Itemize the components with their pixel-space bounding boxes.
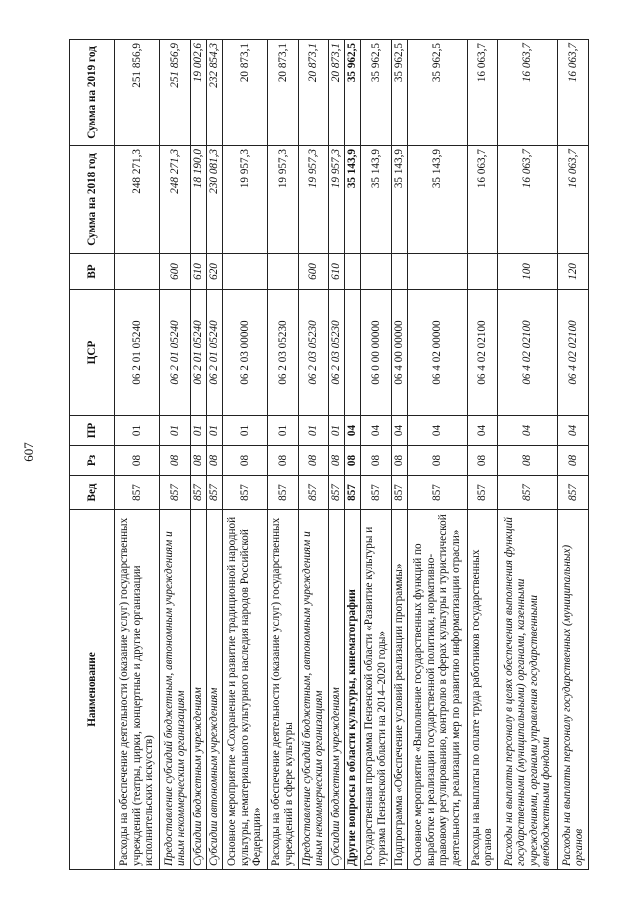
table-cell: 04 — [345, 416, 361, 446]
budget-table — [69, 39, 589, 870]
table-cell: 06 4 02 02100 — [498, 290, 558, 416]
table-cell: Подпрограмма «Обеспечение условий реализации программы» — [391, 510, 407, 870]
table-cell: 06 4 00 00000 — [391, 290, 407, 416]
table-cell: 01 — [298, 416, 329, 446]
table-cell: Расходы на выплаты персоналу в целях обеспечения выполнения функций государственными (муниципальными) органами, казенными учреждениями, органами управления государственными внебюджетными фондами — [498, 510, 558, 870]
table-cell: 19 002,6 — [190, 40, 206, 146]
table-cell: Субсидии бюджетным учреждениям — [190, 510, 206, 870]
table-cell: 857 — [407, 476, 467, 510]
table-cell: 01 — [115, 416, 160, 446]
table-cell: 08 — [345, 446, 361, 476]
table-cell: 857 — [160, 476, 191, 510]
rotated-content — [69, 40, 589, 870]
table-cell: 01 — [222, 416, 267, 446]
table-cell: 857 — [268, 476, 299, 510]
table-cell: 01 — [190, 416, 206, 446]
table-row — [361, 40, 392, 870]
table-cell: 857 — [222, 476, 267, 510]
table-cell: Предоставление субсидий бюджетным, автономным учреждениям и иным некоммерческим организациям — [160, 510, 191, 870]
table-cell: Основное мероприятие «Выполнение государственных функций по выработке и реализации государственной политики, нормативно-правовому регулированию, контролю в сферах культуры и туристической деятельности, реализации мер по развитию информатизации отрасли» — [407, 510, 467, 870]
table-cell: 610 — [190, 254, 206, 290]
table-cell: 04 — [498, 416, 558, 446]
table-cell: 19 957,3 — [268, 146, 299, 254]
table-cell: 04 — [467, 416, 498, 446]
table-cell: 610 — [329, 254, 345, 290]
table-cell: 08 — [268, 446, 299, 476]
table-cell: 35 143,9 — [407, 146, 467, 254]
table-row — [558, 40, 589, 870]
table-cell: 248 271,3 — [115, 146, 160, 254]
table-cell: 600 — [298, 254, 329, 290]
table-cell: 04 — [558, 416, 589, 446]
table-cell: 857 — [391, 476, 407, 510]
table-cell: 35 962,5 — [391, 40, 407, 146]
table-cell: 06 4 02 02100 — [467, 290, 498, 416]
table-cell: 35 143,9 — [345, 146, 361, 254]
table-cell: Субсидии бюджетным учреждениям — [329, 510, 345, 870]
table-cell: 251 856,9 — [160, 40, 191, 146]
table-cell: 35 143,9 — [391, 146, 407, 254]
table-cell: 857 — [298, 476, 329, 510]
table-cell: 100 — [498, 254, 558, 290]
table-cell: 04 — [361, 416, 392, 446]
table-cell: 857 — [467, 476, 498, 510]
table-cell — [391, 254, 407, 290]
table-cell: 857 — [115, 476, 160, 510]
table-cell: 16 063,7 — [498, 146, 558, 254]
table-row — [190, 40, 206, 870]
table-cell: 16 063,7 — [558, 146, 589, 254]
table-cell: 857 — [190, 476, 206, 510]
header-cell: Наименование — [70, 510, 115, 870]
table-cell: 06 2 01 05240 — [206, 290, 222, 416]
table-cell: Расходы на обеспечение деятельности (оказание услуг) государственных учреждений в сфере культуры — [268, 510, 299, 870]
page-number: 607 — [21, 442, 36, 462]
table-row — [268, 40, 299, 870]
table-cell: Расходы на обеспечение деятельности (оказание услуг) государственных учреждений (театры, цирки, концертные и другие организации исполнительских искусств) — [115, 510, 160, 870]
table-row — [160, 40, 191, 870]
table-cell: 01 — [329, 416, 345, 446]
table-cell: 857 — [206, 476, 222, 510]
table-row — [206, 40, 222, 870]
table-cell: 08 — [558, 446, 589, 476]
table-cell: 19 957,3 — [298, 146, 329, 254]
table-cell — [222, 254, 267, 290]
table-cell: Основное мероприятие «Сохранение и развитие традиционной народной культуры, нематериального культурного наследия народов Российской Федерации» — [222, 510, 267, 870]
table-cell — [115, 254, 160, 290]
table-cell: 16 063,7 — [467, 146, 498, 254]
table-cell: 620 — [206, 254, 222, 290]
table-cell: 19 957,3 — [222, 146, 267, 254]
table-row — [298, 40, 329, 870]
table-cell: 06 2 01 05240 — [190, 290, 206, 416]
header-cell: Рз — [70, 446, 115, 476]
table-cell: 857 — [329, 476, 345, 510]
table-cell: 232 854,3 — [206, 40, 222, 146]
table-cell: 857 — [558, 476, 589, 510]
table-row — [467, 40, 498, 870]
table-cell: 01 — [160, 416, 191, 446]
table-cell: 08 — [298, 446, 329, 476]
table-cell: Субсидии автономным учреждениям — [206, 510, 222, 870]
table-cell: 20 873,1 — [268, 40, 299, 146]
table-cell: 251 856,9 — [115, 40, 160, 146]
table-cell: 06 2 03 00000 — [222, 290, 267, 416]
table-cell: 08 — [115, 446, 160, 476]
table-cell: 18 190,0 — [190, 146, 206, 254]
table-header-row — [70, 40, 115, 870]
table-row — [407, 40, 467, 870]
table-cell: 120 — [558, 254, 589, 290]
table-cell: 08 — [361, 446, 392, 476]
table-cell: 06 2 01 05240 — [115, 290, 160, 416]
table-cell: Другие вопросы в области культуры, кинематографии — [345, 510, 361, 870]
table-cell: 06 4 02 00000 — [407, 290, 467, 416]
table-row — [115, 40, 160, 870]
table-cell: 19 957,3 — [329, 146, 345, 254]
header-cell: Вед — [70, 476, 115, 510]
table-cell: Государственная программа Пензенской области «Развитие культуры и туризма Пензенской области на 2014–2020 годы» — [361, 510, 392, 870]
table-cell: 857 — [361, 476, 392, 510]
table-cell: 08 — [190, 446, 206, 476]
table-cell: 08 — [391, 446, 407, 476]
table-row — [345, 40, 361, 870]
table-cell: 06 2 03 05230 — [268, 290, 299, 416]
table-cell: 01 — [268, 416, 299, 446]
table-cell — [345, 290, 361, 416]
table-cell: 04 — [391, 416, 407, 446]
table-cell: 35 143,9 — [361, 146, 392, 254]
table-cell: 857 — [498, 476, 558, 510]
table-row — [222, 40, 267, 870]
table-cell: 16 063,7 — [558, 40, 589, 146]
table-cell — [345, 254, 361, 290]
table-cell: 06 2 03 05230 — [329, 290, 345, 416]
table-cell: 248 271,3 — [160, 146, 191, 254]
table-cell: 16 063,7 — [467, 40, 498, 146]
table-cell: Расходы на выплаты персоналу государственных (муниципальных) органов — [558, 510, 589, 870]
table-cell: 01 — [206, 416, 222, 446]
table-cell: Предоставление субсидий бюджетным, автономным учреждениям и иным некоммерческим организациям — [298, 510, 329, 870]
table-cell: 08 — [160, 446, 191, 476]
table-cell: 08 — [467, 446, 498, 476]
header-cell: ВР — [70, 254, 115, 290]
table-cell: 08 — [407, 446, 467, 476]
table-cell: Расходы на выплаты по оплате труда работников государственных органов — [467, 510, 498, 870]
table-cell: 600 — [160, 254, 191, 290]
table-cell: 230 081,3 — [206, 146, 222, 254]
table-cell: 08 — [206, 446, 222, 476]
table-cell: 08 — [222, 446, 267, 476]
table-row — [329, 40, 345, 870]
header-cell: Сумма на 2018 год — [70, 146, 115, 254]
table-cell: 20 873,1 — [298, 40, 329, 146]
table-cell — [361, 254, 392, 290]
header-cell: ЦСР — [70, 290, 115, 416]
header-cell: ПР — [70, 416, 115, 446]
table-cell: 16 063,7 — [498, 40, 558, 146]
rotated-page — [69, 40, 589, 870]
table-cell: 857 — [345, 476, 361, 510]
table-cell: 20 873,1 — [222, 40, 267, 146]
table-cell: 35 962,5 — [345, 40, 361, 146]
table-cell: 35 962,5 — [407, 40, 467, 146]
table-cell — [467, 254, 498, 290]
header-cell: Сумма на 2019 год — [70, 40, 115, 146]
table-cell — [268, 254, 299, 290]
table-row — [498, 40, 558, 870]
table-cell: 08 — [329, 446, 345, 476]
table-cell: 06 4 02 02100 — [558, 290, 589, 416]
table-row — [391, 40, 407, 870]
table-cell: 35 962,5 — [361, 40, 392, 146]
table-cell: 06 0 00 00000 — [361, 290, 392, 416]
table-cell: 08 — [498, 446, 558, 476]
table-cell: 06 2 01 05240 — [160, 290, 191, 416]
table-cell: 04 — [407, 416, 467, 446]
table-cell: 20 873,1 — [329, 40, 345, 146]
table-cell: 06 2 03 05230 — [298, 290, 329, 416]
table-cell — [407, 254, 467, 290]
